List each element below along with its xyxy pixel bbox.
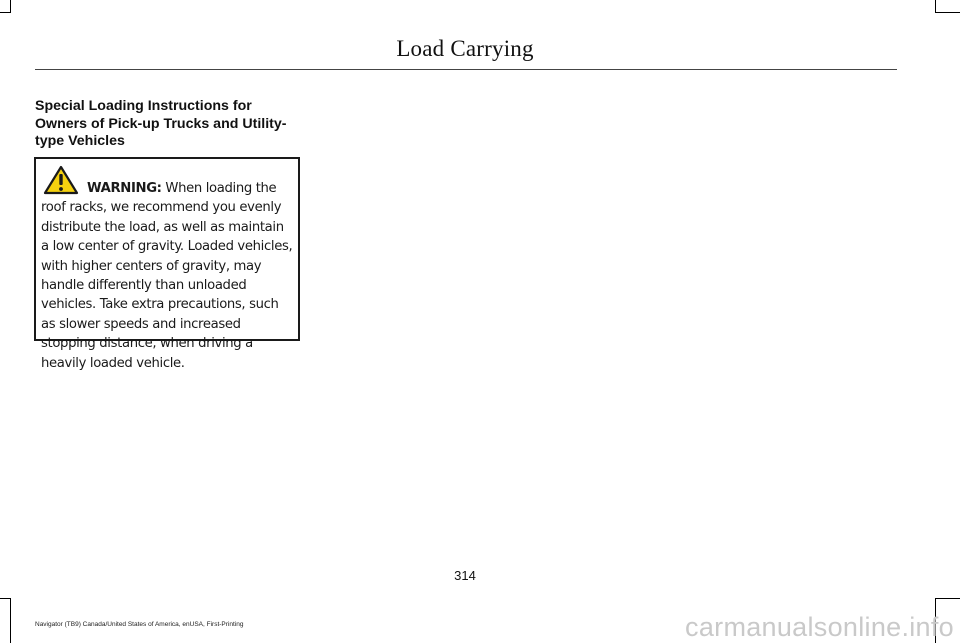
warning-triangle-icon <box>43 165 79 195</box>
warning-box <box>34 157 300 371</box>
crop-mark-top-right-vertical <box>935 0 936 12</box>
watermark: carmanualsonline.info <box>685 612 954 642</box>
warning-text-first: When loading the <box>161 181 277 196</box>
section-heading: Special Loading Instructions for Owners of Pick-up Trucks and Utility-type Vehicles <box>35 98 287 149</box>
page-number: 314 <box>454 568 476 583</box>
warning-label: WARNING: <box>87 181 162 196</box>
footer-document-info: Navigator (TB9) Canada/United States of America, enUSA, First-Printing <box>35 621 244 628</box>
warning-first-line <box>41 165 295 198</box>
warning-text-body: roof racks, we recommend you evenly distribute the load, as well as maintain a low center of gravity. Loaded vehicles, with higher centers of gravity, may handle differently than unloaded vehicles. Take extra precautions, such as slower speeds and increased stopping distance, when driving a heavily loaded vehicle. <box>41 200 293 371</box>
crop-mark-bottom-right-horizontal <box>935 598 960 599</box>
header-divider <box>35 69 897 70</box>
page-header-title: Load Carrying <box>396 36 534 61</box>
crop-mark-bottom-left-vertical <box>10 598 11 643</box>
crop-mark-top-right-horizontal <box>935 12 960 13</box>
crop-mark-bottom-left-horizontal <box>0 598 11 599</box>
crop-mark-top-left-horizontal <box>0 12 11 13</box>
crop-mark-top-left-vertical <box>10 0 11 12</box>
